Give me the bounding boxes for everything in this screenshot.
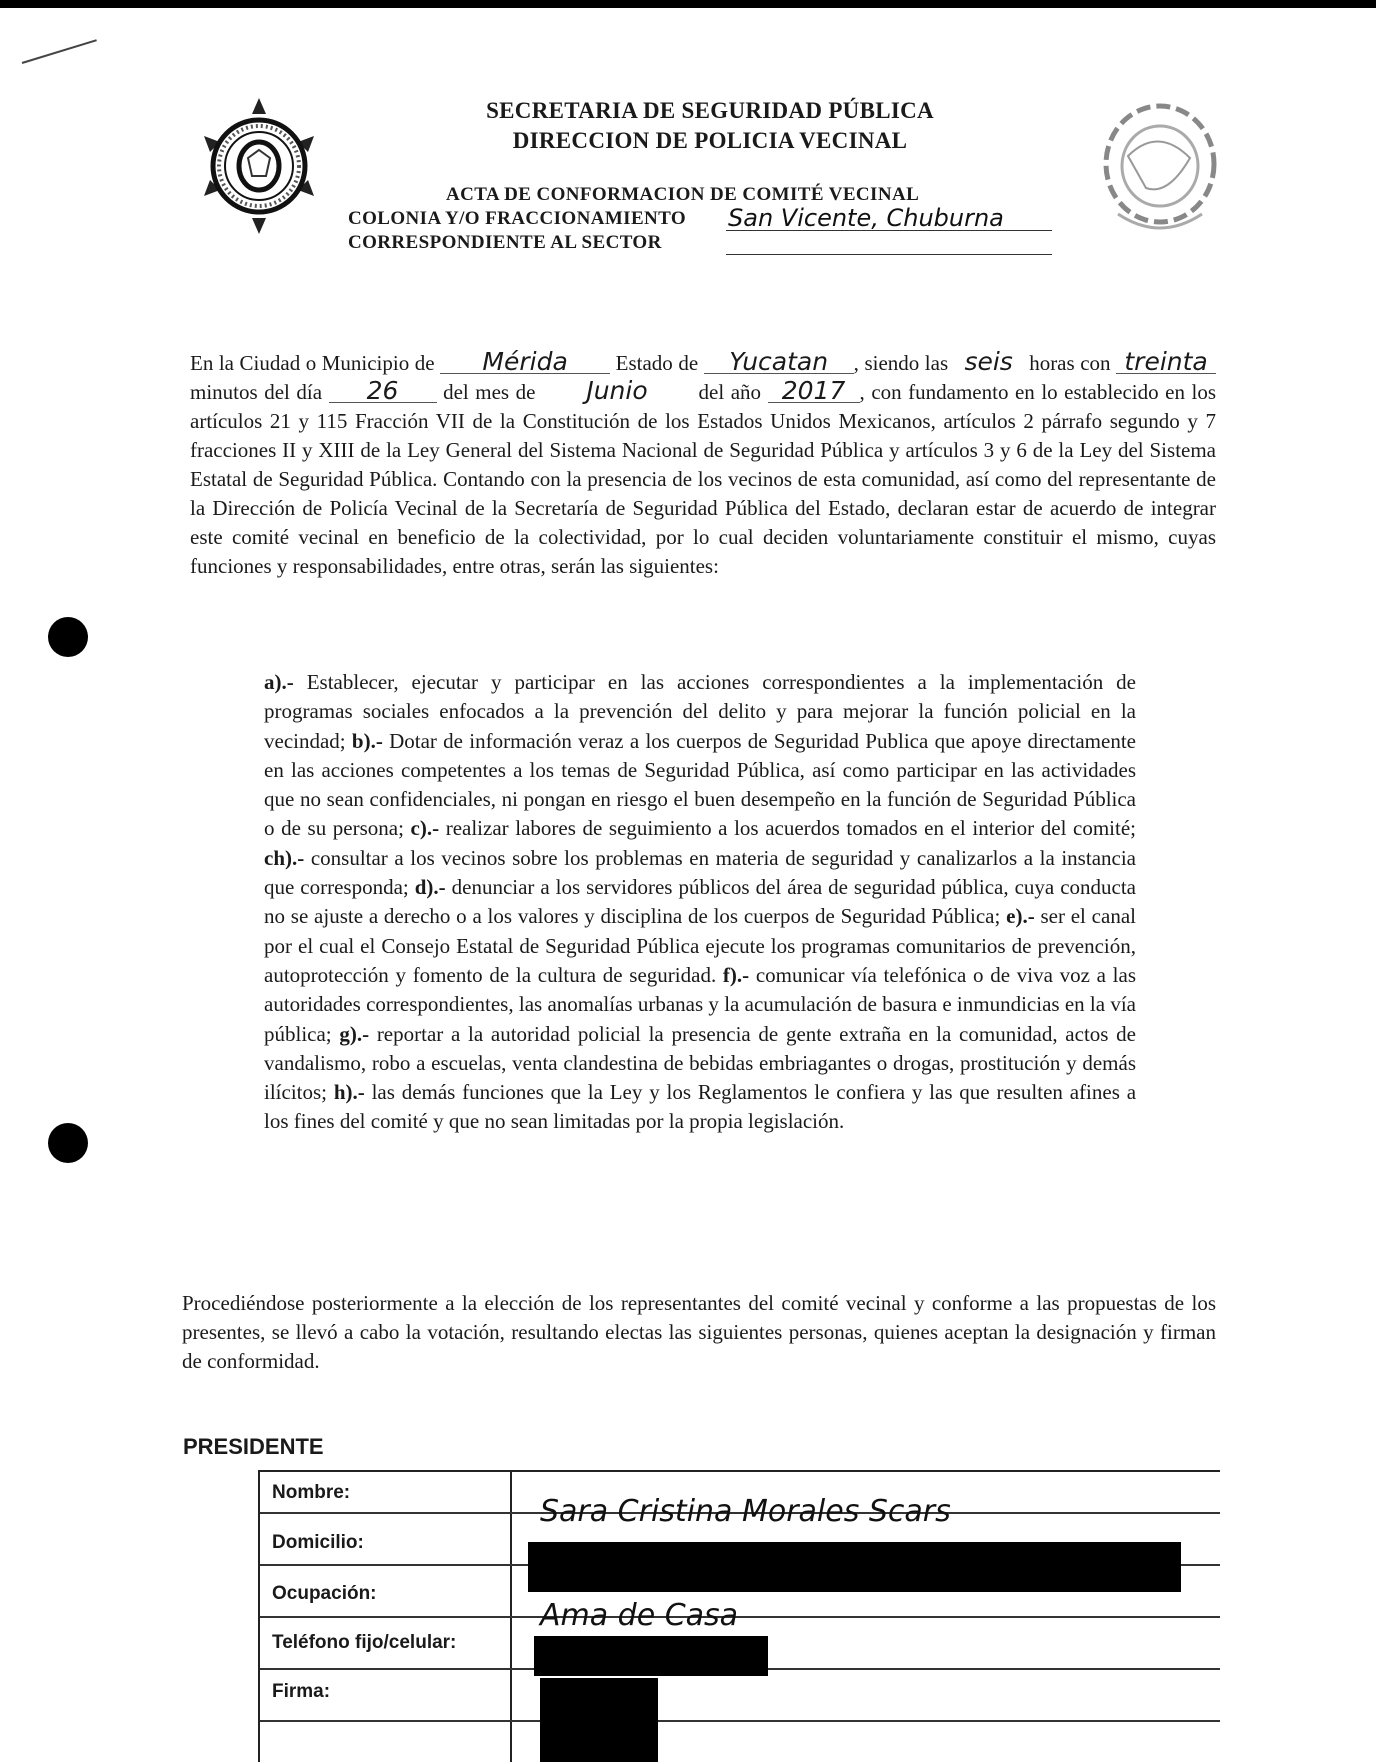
minutos-value: treinta xyxy=(1116,351,1216,374)
closing-paragraph: Procediéndose posteriormente a la elección de los representantes del comité vecinal y conforme a las propuestas de los presentes, se llevó a cabo la votación, resultando electas las siguientes personas, quienes aceptan la designación y firman de conformidad. xyxy=(182,1291,1216,1373)
colonia-value: San Vicente, Chuburna xyxy=(728,204,1004,232)
functions-paragraph xyxy=(264,668,1136,1137)
anio-value: 2017 xyxy=(768,380,860,403)
sector-label: CORRESPONDIENTE AL SECTOR xyxy=(348,232,662,253)
state-police-seal-icon xyxy=(196,96,322,236)
intro-text-5: minutos del día xyxy=(190,380,323,404)
municipio-value: Mérida xyxy=(440,351,610,374)
dia-value: 26 xyxy=(329,380,437,403)
function-letter-ch: ch).- xyxy=(264,845,305,870)
intro-text-1: En la Ciudad o Municipio de xyxy=(190,351,435,375)
scan-mark xyxy=(22,39,97,64)
colonia-label: COLONIA Y/O FRACCIONAMIENTO xyxy=(348,208,687,229)
intro-text-4: horas con xyxy=(1029,351,1111,375)
function-letter-d: d).- xyxy=(414,875,446,900)
function-text-d: denunciar a los servidores públicos del área de seguridad pública, cuya conducta no se ajuste a derecho o a los valores y disciplina de los cuerpos de Seguridad Pública; xyxy=(264,875,1136,929)
acta-title: ACTA DE CONFORMACION DE COMITÉ VECINAL xyxy=(446,184,920,205)
function-letter-b: b).- xyxy=(351,728,383,753)
president-heading: PRESIDENTE xyxy=(183,1434,324,1459)
punch-hole-bottom xyxy=(48,1123,88,1163)
horas-value: seis xyxy=(964,347,1013,376)
function-letter-c: c).- xyxy=(410,816,440,841)
nombre-value: Sara Cristina Morales Scars xyxy=(540,1494,951,1529)
function-text-c: realizar labores de seguimiento a los acuerdos tomados en el interior del comité; xyxy=(439,816,1137,841)
president-info-table xyxy=(258,1470,1220,1762)
intro-paragraph xyxy=(190,349,1216,581)
domicilio-redaction xyxy=(528,1542,1181,1592)
domicilio-label: Domicilio: xyxy=(272,1532,364,1553)
function-text-g: reportar a la autoridad policial la presencia de gente extraña en la comunidad, actos de vandalismo, robo a escuelas, venta clandestina de bebidas embriagantes o drogas, prostitución y demás ilícitos; xyxy=(264,1021,1136,1105)
firma-redaction xyxy=(540,1678,658,1762)
row-line xyxy=(260,1616,1220,1618)
function-letter-f: f).- xyxy=(722,962,750,987)
intro-text-8: , con fundamento en lo establecido en los artículos 21 y 115 Fracción VII de la Constitución de los Estados Unidos Mexicanos, artículos 2 párrafo segundo y 7 fracciones II y XIII de la Ley General del Sistema Nacional de Seguridad Pública y artículos 3 y 6 de la Ley del Sistema Estatal de Seguridad Pública. Contando con la presencia de los vecinos de esta comunidad, así como del representante de la Dirección de Policía Vecinal de la Secretaría de Seguridad Pública del Estado, declaran estar de acuerdo de integrar este comité vecinal en beneficio de la colectividad, por lo cual deciden voluntariamente constituir el mismo, cuyas funciones y responsabilidades, entre otras, serán las siguientes: xyxy=(190,380,1217,578)
intro-text-7: del año xyxy=(698,380,762,404)
sector-line xyxy=(726,254,1052,255)
intro-text-6: del mes de xyxy=(443,380,536,404)
telefono-label: Teléfono fijo/celular: xyxy=(272,1632,457,1653)
intro-text-2: Estado de xyxy=(615,351,699,375)
function-letter-h: h).- xyxy=(333,1080,365,1105)
function-text-h: las demás funciones que la Ley y los Reglamentos le confiera y las que resulten afines a los fines del comité y que no sean limitadas por la propia legislación. xyxy=(264,1080,1137,1134)
header-secretaria: SECRETARIA DE SEGURIDAD PÚBLICA xyxy=(486,98,934,123)
function-text-b: Dotar de información veraz a los cuerpos de Seguridad Publica que apoye directamente en las acciones competentes a los temas de Seguridad Pública, así como participar en las actividades que no sean confidenciales, ni pongan en riesgo el buen desempeño en la función de Seguridad Pública o de su persona; xyxy=(264,728,1136,841)
function-text-ch: consultar a los vecinos sobre los problemas en materia de seguridad y canalizarlos a la instancia que corresponda; xyxy=(264,845,1136,900)
scan-top-border xyxy=(0,0,1376,8)
ocupacion-label: Ocupación: xyxy=(272,1583,377,1604)
ocupacion-value: Ama de Casa xyxy=(540,1598,739,1633)
function-text-a: Establecer, ejecutar y participar en las acciones correspondientes a la implementación de programas sociales enfocados a la prevención del delito y para mejorar la función policial en la vecindad; xyxy=(264,670,1136,753)
function-text-e: ser el canal por el cual el Consejo Estatal de Seguridad Pública ejecute los programas comunitarios de prevención, autoprotección y fomento de la cultura de seguridad. xyxy=(264,904,1136,987)
official-stamp-icon xyxy=(1098,96,1218,244)
telefono-redaction xyxy=(534,1636,768,1676)
function-letter-e: e).- xyxy=(1006,904,1035,929)
punch-hole-top xyxy=(48,617,88,657)
function-text-f: comunicar vía telefónica o de viva voz a las autoridades correspondientes, las anomalías urbanas y la acumulación de basura e inmundicias en la vía pública; xyxy=(264,962,1136,1046)
mes-value: Junio xyxy=(586,376,648,405)
function-letter-a: a).- xyxy=(264,670,294,694)
header-direccion: DIRECCION DE POLICIA VECINAL xyxy=(512,128,908,153)
function-letter-g: g).- xyxy=(339,1021,370,1046)
estado-value: Yucatan xyxy=(704,351,854,374)
row-line xyxy=(260,1720,1220,1722)
intro-text-3: , siendo las xyxy=(853,351,949,375)
firma-label: Firma: xyxy=(272,1681,331,1702)
nombre-label: Nombre: xyxy=(272,1482,351,1503)
